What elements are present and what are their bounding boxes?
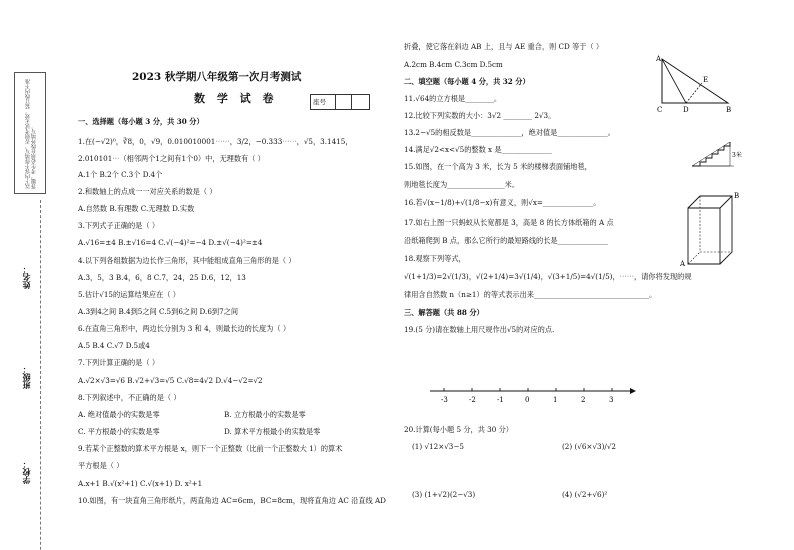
question-1-options: A.1个 B.2个 C.3个 D.4个 [78,170,163,179]
fig10-label-c: C [657,106,663,114]
question-10-text: 10.如图，有一块直角三角形纸片，两直角边 AC=6cm，BC=8cm，现将直角边 AC 沿直线 AD [78,496,386,505]
question-2-text: 2.和数轴上的点成一一对应关系的数是（ ） [78,187,217,196]
section-2-heading: 二、填空题（每小题 4 分，共 32 分） [404,77,530,86]
question-11-text: 11.√64的立方根是________。 [404,94,502,103]
question-10-cont: 折叠，使它落在斜边 AB 上，且与 AE 重合，则 CD 等于（ ） [404,42,604,51]
notice-text: 以下内容不得填写，否则考试无效。装订线内不准答题，考生必须在线外填写。 [25,79,37,189]
page-subtitle: 数 学 试 卷 [194,92,278,105]
fig17-label-a: A [680,260,686,268]
question-8-option-c: C. 平方根最小的实数是零 [78,427,160,436]
question-1-text: 1.在(−√2)⁰，∛8，0，√9，0.010010001⋯⋯，3/2，−0.333⋯⋯，√5，3.1415， [78,137,353,146]
question-7-options: A.√2×√3=√6 B.√2+√3=√5 C.√8=4√2 D.√4−√2=√2 [78,376,263,385]
question-10-options: A.2cm B.4cm C.3cm D.5cm [404,60,503,69]
class-label: 班级： [21,365,31,389]
question-15-text: 15.如图，在一个高为 3 米，长为 5 米的楼梯表面铺地毯， [404,162,592,171]
seat-number-box[interactable] [310,94,370,110]
question-9-options: A.x+1 B.√(x²+1) C.√(x+1) D. x²+1 [78,479,203,488]
axis-tick-label: -3 [441,396,448,404]
axis-tick-label: 1 [553,396,558,404]
staircase-figure [690,140,750,170]
question-15-cont: 则地毯长度为________________米。 [404,180,520,189]
question-4-text: 4.以下列各组数据为边长作三角形，其中能组成直角三角形的是（ ） [78,256,296,265]
box-figure [680,190,740,270]
number-line [430,383,640,407]
binding-sidebar [8,70,48,540]
question-20-3: (3) (1+√2)(2−√3) [412,490,476,499]
question-13-text: 13.2−√5的相反数是______________，绝对值是______________。 [404,128,615,137]
question-8-option-b: B. 立方根最小的实数是零 [224,410,306,419]
seat-label: 座号 [313,98,326,106]
question-6-text: 6.在直角三角形中，两边长分别为 3 和 4，则最长边的长度为（ ） [78,324,291,333]
question-8-option-d: D. 算术平方根最小的实数是零 [224,427,321,436]
question-18-text: 18.观察下列等式， [404,254,466,263]
question-20-2: (2) (√6×√3)/√2 [562,442,616,451]
question-9-cont: 平方根是（ ） [78,461,124,470]
question-4-options: A.3，5，3 B.4，6，8 C.7，24，25 D.6，12，13 [78,273,246,282]
question-8-option-a: A. 绝对值最小的实数是零 [78,410,160,419]
fig10-label-a: A [656,55,662,63]
question-7-text: 7.下列计算正确的是（ ） [78,358,160,367]
question-3-options: A.√16=±4 B.±√16=4 C.√(−4)²=−4 D.±√(−4)²=±4 [78,238,263,247]
question-2-options: A.自然数 B.有理数 C.无理数 D.实数 [78,204,195,213]
fig10-label-b: B [726,106,732,114]
question-20-4: (4) (√2+√6)² [562,490,608,499]
section-3-heading: 三、解答题（共 88 分） [404,308,484,317]
question-1-cont: 2.010101⋯（相邻两个1之间有1个0）中，无理数有（ ） [78,154,265,163]
axis-tick-label: -2 [469,396,476,404]
question-5-text: 5.估计√15的运算结果应在（ ） [78,290,180,299]
section-1-heading: 一、选择题（每小题 3 分，共 30 分） [78,117,204,126]
question-6-options: A.5 B.4 C.√7 D.5或4 [78,341,150,350]
axis-tick-label: 2 [581,396,586,404]
question-20-1: (1) √12×√3−5 [412,442,464,451]
fig17-label-b: B [734,192,740,200]
fig10-label-e: E [703,76,709,84]
question-19-text: 19.(5 分)请在数轴上用尺规作出√5的对应的点. [404,325,555,334]
fig15-label: 3米 [732,152,742,159]
question-12-text: 12.比较下列实数的大小：3√2 ________ 2√3。 [404,111,556,120]
question-18-expr: √(1+1/3)=2√(1/3)，√(2+1/4)=3√(1/4)，√(3+1/5)=4√(1/5)，⋯⋯，请你将发现的规 [404,272,692,281]
question-20-text: 20.计算(每小题 5 分，共 30 分） [404,425,513,434]
axis-tick-label: -1 [497,396,504,404]
name-label: 姓名： [21,265,31,289]
question-8-text: 8.下列叙述中，不正确的是（ ） [78,393,181,402]
question-17-cont: 沿纸箱爬到 B 点，那么它所行的最短路线的长是______________ [404,236,608,245]
triangle-figure [656,55,736,120]
question-18-end: 律用含自然数 n（n≥1）的等式表示出来________________________________。 [404,290,657,299]
notice-box [14,72,46,194]
axis-tick-label: 0 [525,396,530,404]
axis-tick-label: 3 [609,396,614,404]
binding-line [40,200,41,550]
question-5-options: A.3到4之间 B.4到5之间 C.5到6之间 D.6到7之间 [78,307,239,316]
question-16-text: 16.若√(x−1/8)+√(1/8−x)有意义，则√x=______________。 [404,198,601,207]
question-9-text: 9.若某个正整数的算术平方根是 x，则下一个正整数（比前一个正整数大 1）的算术 [78,444,343,453]
page-title: 2023 秋学期八年级第一次月考测试 [132,71,302,83]
question-14-text: 14.满足√2<x<√5的整数 x 是______________ [404,145,552,154]
fig10-label-d: D [683,106,689,114]
question-3-text: 3.下列式子正确的是（ ） [78,221,160,230]
question-17-text: 17.如右上图一只蚂蚁从长宽都是 3，高是 8 的长方体纸箱的 A 点 [404,218,614,227]
school-label: 学校： [21,460,31,484]
